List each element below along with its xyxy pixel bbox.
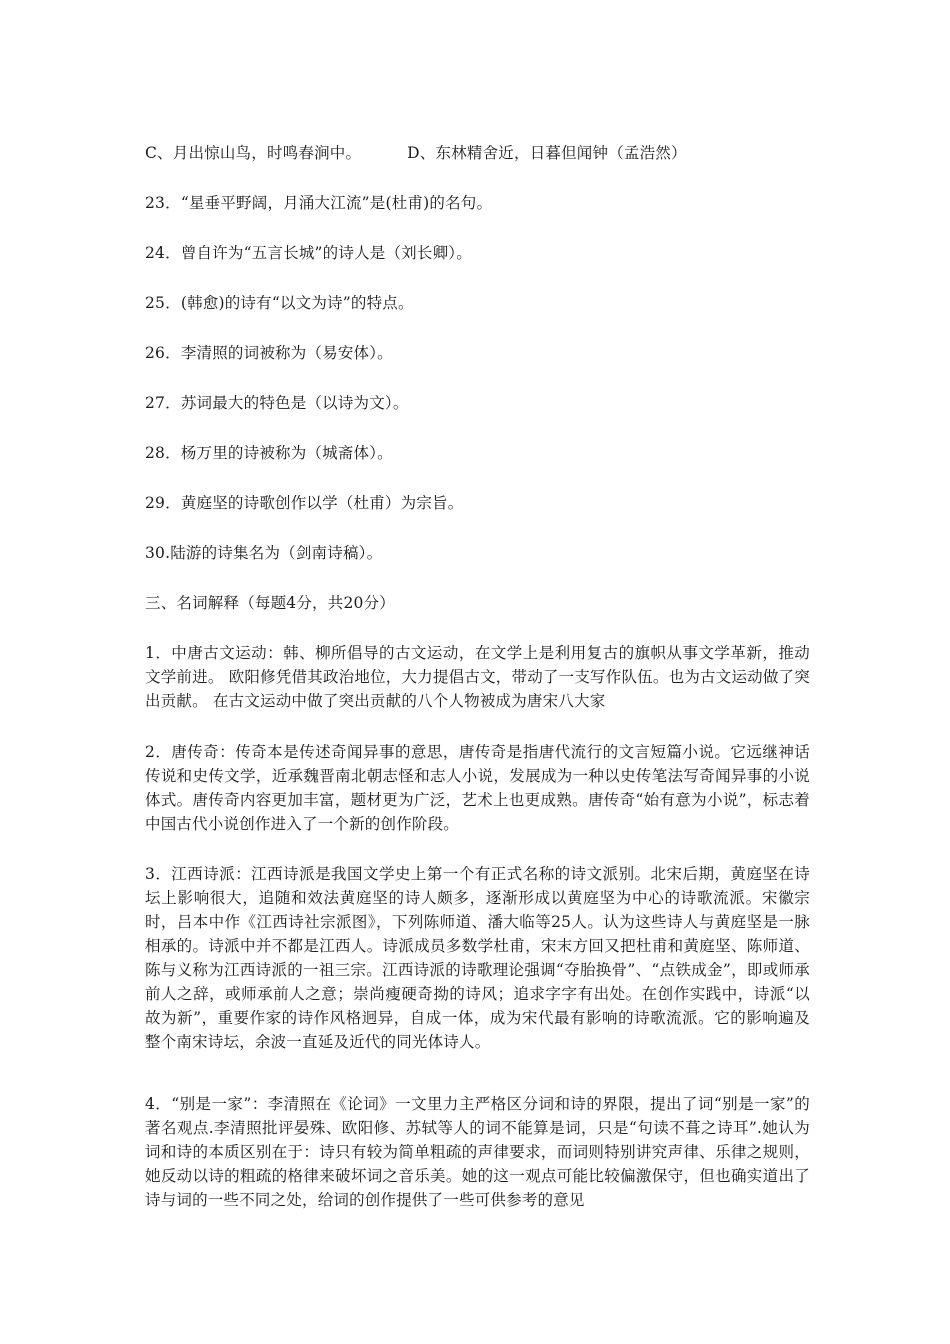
options-line [145,143,687,163]
explanation-4: 4．“别是一家”：李清照在《论词》一文里力主严格区分词和诗的界限，提出了词“别是一家”的著名观点.李清照批评晏殊、欧阳修、苏轼等人的词不能算是词，只是“句读不葺之诗耳”.她认为词和诗的本质区别在于：诗只有较为简单粗疏的声律要求，而词则特别讲究声律、乐律之规则，她反动以诗的粗疏的格律来破坏词之音乐美。她的这一观点可能比较偏激保守，但也确实道出了诗与词的一些不同之处，给词的创作提供了一些可供参考的意见 [145,1095,810,1209]
explanation-1: 1．中唐古文运动：韩、柳所倡导的古文运动，在文学上是利用复古的旗帜从事文学革新，推动文学前进。 欧阳修凭借其政治地位，大力提倡古文，带动了一支写作队伍。也为古文运动做了突出贡献。 在古文运动中做了突出贡献的八个人物被成为唐宋八大家 [145,644,810,710]
fill-item-29: 29．黄庭坚的诗歌创作以学（杜甫）为宗旨。 [145,494,464,512]
explanation-2: 2．唐传奇：传奇本是传述奇闻异事的意思，唐传奇是指唐代流行的文言短篇小说。它远继神话传说和史传文学，近承魏晋南北朝志怪和志人小说，发展成为一种以史传笔法写奇闻异事的小说体式。唐传奇内容更加丰富，题材更为广泛，艺术上也更成熟。唐传奇“始有意为小说”，标志着中国古代小说创作进入了一个新的创作阶段。 [145,743,810,833]
fill-item-26: 26．李清照的词被称为（易安体）。 [145,344,393,362]
explanation-3: 3．江西诗派：江西诗派是我国文学史上第一个有正式名称的诗文派别。北宋后期，黄庭坚在诗坛上影响很大，追随和效法黄庭坚的诗人颇多，逐渐形成以黄庭坚为中心的诗歌流派。宋徽宗时，吕本中作《江西诗社宗派图》，下列陈师道、潘大临等25人。认为这些诗人与黄庭坚是一脉相承的。诗派中并不都是江西人。诗派成员多数学杜甫，宋末方回又把杜甫和黄庭坚、陈师道、陈与义称为江西诗派的一祖三宗。江西诗派的诗歌理论强调“夺胎换骨”、“点铁成金”，即或师承前人之辞，或师承前人之意；崇尚瘦硬奇拗的诗风；追求字字有出处。在创作实践中，诗派“以故为新”，重要作家的诗作风格迥异，自成一体，成为宋代最有影响的诗歌流派。它的影响遍及整个南宋诗坛，余波一直延及近代的同光体诗人。 [145,865,810,1051]
fill-item-23: 23．“星垂平野阔，月涌大江流”是(杜甫)的名句。 [145,194,493,212]
fill-item-27: 27．苏词最大的特色是（以诗为文）。 [145,394,409,412]
fill-item-28: 28．杨万里的诗被称为（城斋体）。 [145,444,393,462]
section-title: 三、名词解释（每题4分，共20分） [145,594,395,612]
fill-item-25: 25．(韩愈)的诗有“以文为诗”的特点。 [145,294,414,312]
fill-item-24: 24．曾自许为“五言长城”的诗人是（刘长卿）。 [145,244,472,262]
option-d: D、东林精舍近，日暮但闻钟（孟浩然） [407,144,687,162]
fill-item-30: 30.陆游的诗集名为（剑南诗稿）。 [145,544,383,562]
option-c: C、月出惊山鸟，时鸣春涧中。 [145,144,362,162]
